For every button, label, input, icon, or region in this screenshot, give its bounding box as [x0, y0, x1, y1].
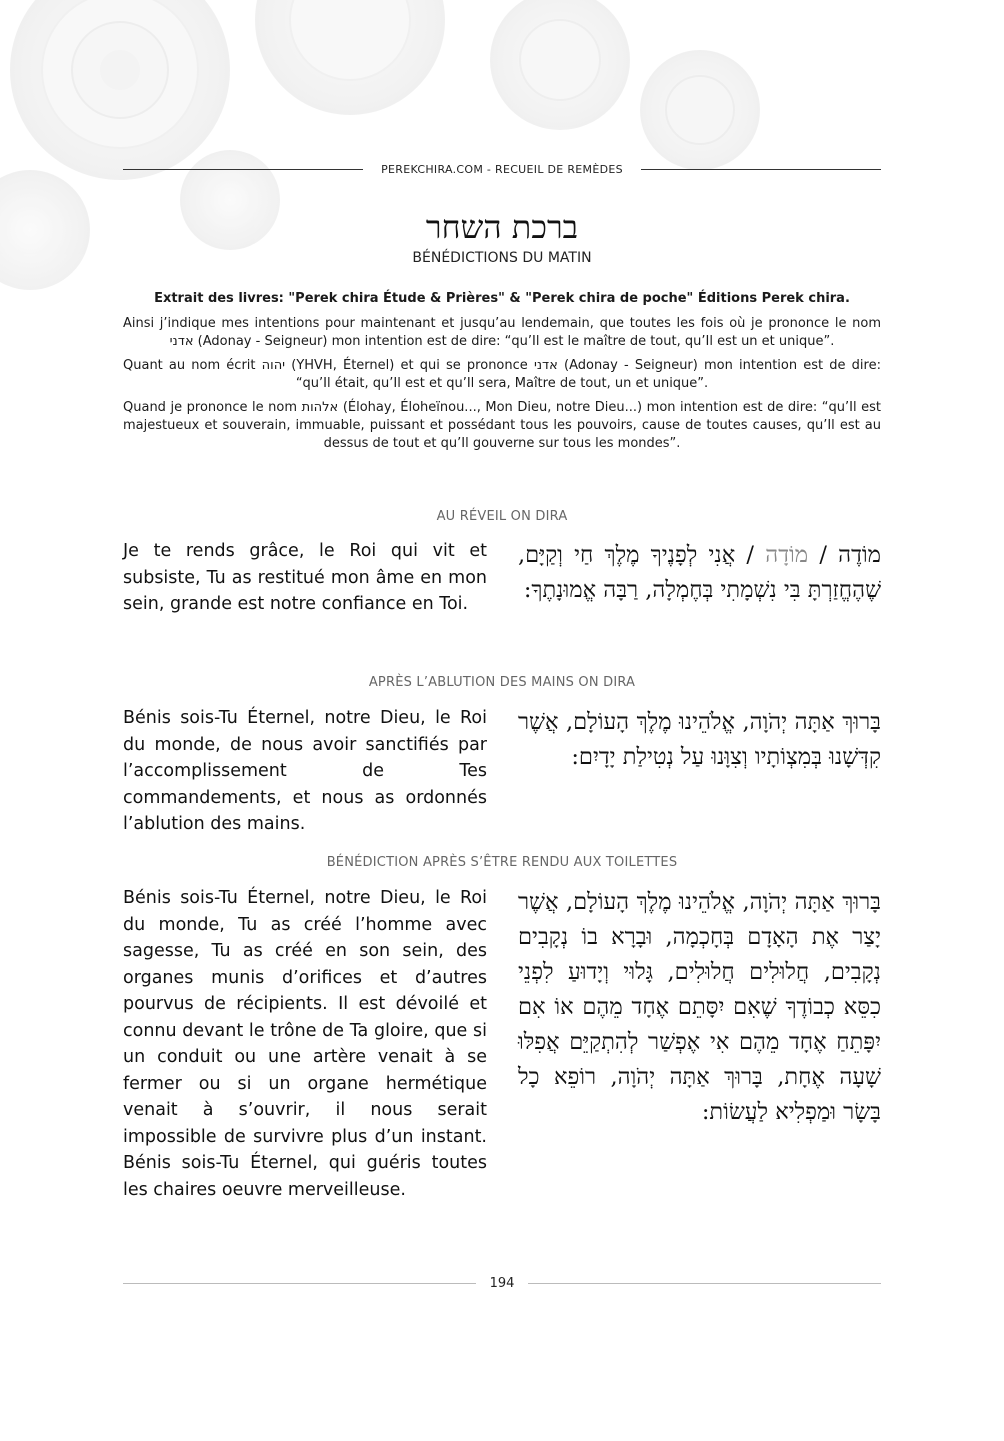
hebrew-prayer: בָּרוּךְ אַתָּה יְהֹוָה, אֱלֹהֵינוּ מֶלֶךְ הָעוֹלָם, אֲשֶׁר קִדְּשָׁנוּ בְּמִצְוֹתָיו וְצִוָּנוּ עַל נְטִילַת יָדָיִם: [518, 709, 881, 770]
intention-paragraph-elohim: Quand je prononce le nom אלהות (Élohay, Éloheïnou..., Mon Dieu, notre Dieu...) mon intention est de dire: “qu’Il est majestueux et souverain, immuable, puissant et possédant tous les pouvoirs, cause de toutes causes, qu’Il est au dessus de tout et qu’Il gouverne sur tous les mondes”. [123, 400, 881, 451]
page-number: 194 [489, 1275, 515, 1291]
intro-block [123, 290, 881, 459]
section-handwashing [123, 705, 881, 838]
hebrew-prayer-text: / אֲנִי לְפָנֶיךָ מֶלֶךְ חַי וְקַיָּם, שֶׁהֶחֱזַרְתָּ בִּי נִשְׁמָתִי בְּחֶמְלָה, רַבָּה אֱמוּנָתֶךָ: [518, 542, 881, 603]
running-title: PEREKCHIRA.COM - RECUEIL DE REMÈDES [381, 162, 623, 176]
section-asher-yatsar [123, 885, 881, 1203]
intention-paragraph-adonay: Ainsi j’indique mes intentions pour maintenant et jusqu’au lendemain, que toutes les fois où je prononce le nom אדני (Adonay - Seigneur) mon intention est de dire: “qu’Il est le maître de tout, qu’Il est un et unique”. [123, 316, 881, 349]
source-note: Extrait des livres: "Perek chira Étude & Prières" & "Perek chira de poche" Éditions Perek chira. [154, 291, 850, 306]
footer-rule-left [123, 1283, 476, 1284]
section-heading-asher-yatsar: BÉNÉDICTION APRÈS S’ÊTRE RENDU AUX TOILETTES [326, 855, 678, 870]
hebrew-prayer-feminine: מוֹדָה [765, 542, 809, 568]
page-footer [123, 1273, 881, 1293]
french-translation: Je te rends grâce, le Roi qui vit et subsiste, Tu as restitué mon âme en mon sein, grande est notre confiance en Toi. [123, 541, 487, 614]
hebrew-title: ברכת השחר [425, 208, 579, 246]
hebrew-prayer-prefix: מוֹדֶה / [808, 542, 881, 568]
header-rule-left [123, 169, 363, 170]
section-heading-handwashing: APRÈS L’ABLUTION DES MAINS ON DIRA [368, 675, 636, 690]
section-awakening [123, 538, 881, 618]
footer-rule-right [528, 1283, 881, 1284]
section-heading-awakening: AU RÉVEIL ON DIRA [436, 509, 568, 524]
header-rule-right [641, 169, 881, 170]
french-translation: Bénis sois-Tu Éternel, notre Dieu, le Roi du monde, Tu as créé l’homme avec sagesse, Tu as créé en son sein, des organes munis d’orifices et d’autres pourvus de récipients. Il est dévoilé et connu devant le trône de Ta gloire, que si un conduit ou une artère venait à se fermer ou si un organe hermétique venait à s’ouvrir, il nous serait impossible de survivre plus d’un instant. Bénis sois-Tu Éternel, qui guéris toutes les chaires oeuvre merveilleuse. [123, 888, 487, 1200]
hebrew-prayer: בָּרוּךְ אַתָּה יְהֹוָה, אֱלֹהֵינוּ מֶלֶךְ הָעוֹלָם, אֲשֶׁר יָצַר אֶת הָאָדָם בְּחָכְמָה, וּבָרָא בוֹ נְקָבִים נְקָבִים, חֲלוּלִים חֲלוּלִים, גָּלוּי וְיָדוּעַ לִפְנֵי כִסֵּא כְבוֹדֶךָ שֶׁאִם יִסָּתֵם אֶחָד מֵהֶם אוֹ אִם יִפָּתֵחַ אֶחָד מֵהֶם אִי אֶפְשַׁר לְהִתְקַיֵּם אֲפִלּוּ שָׁעָה אֶחָת, בָּרוּךְ אַתָּה יְהֹוָה, רוֹפֵא כָל בָּשָׂר וּמַפְלִיא לַעֲשׂוֹת: [518, 889, 881, 1125]
intention-paragraph-yhvh: Quant au nom écrit יהוה (YHVH, Éternel) et qui se prononce אדני (Adonay - Seigneur) mon intention est de dire: “qu’Il était, qu’Il est et qu’Il sera, Maître de tout, un et unique”. [123, 358, 881, 391]
french-translation: Bénis sois-Tu Éternel, notre Dieu, le Roi du monde, de nous avoir sanctifiés par l’accomplissement de Tes commandements, et nous as ordonnés l’ablution des mains. [123, 708, 487, 834]
french-title: BÉNÉDICTIONS DU MATIN [412, 250, 592, 266]
running-header [123, 160, 881, 178]
hebrew-prayer [518, 538, 881, 618]
